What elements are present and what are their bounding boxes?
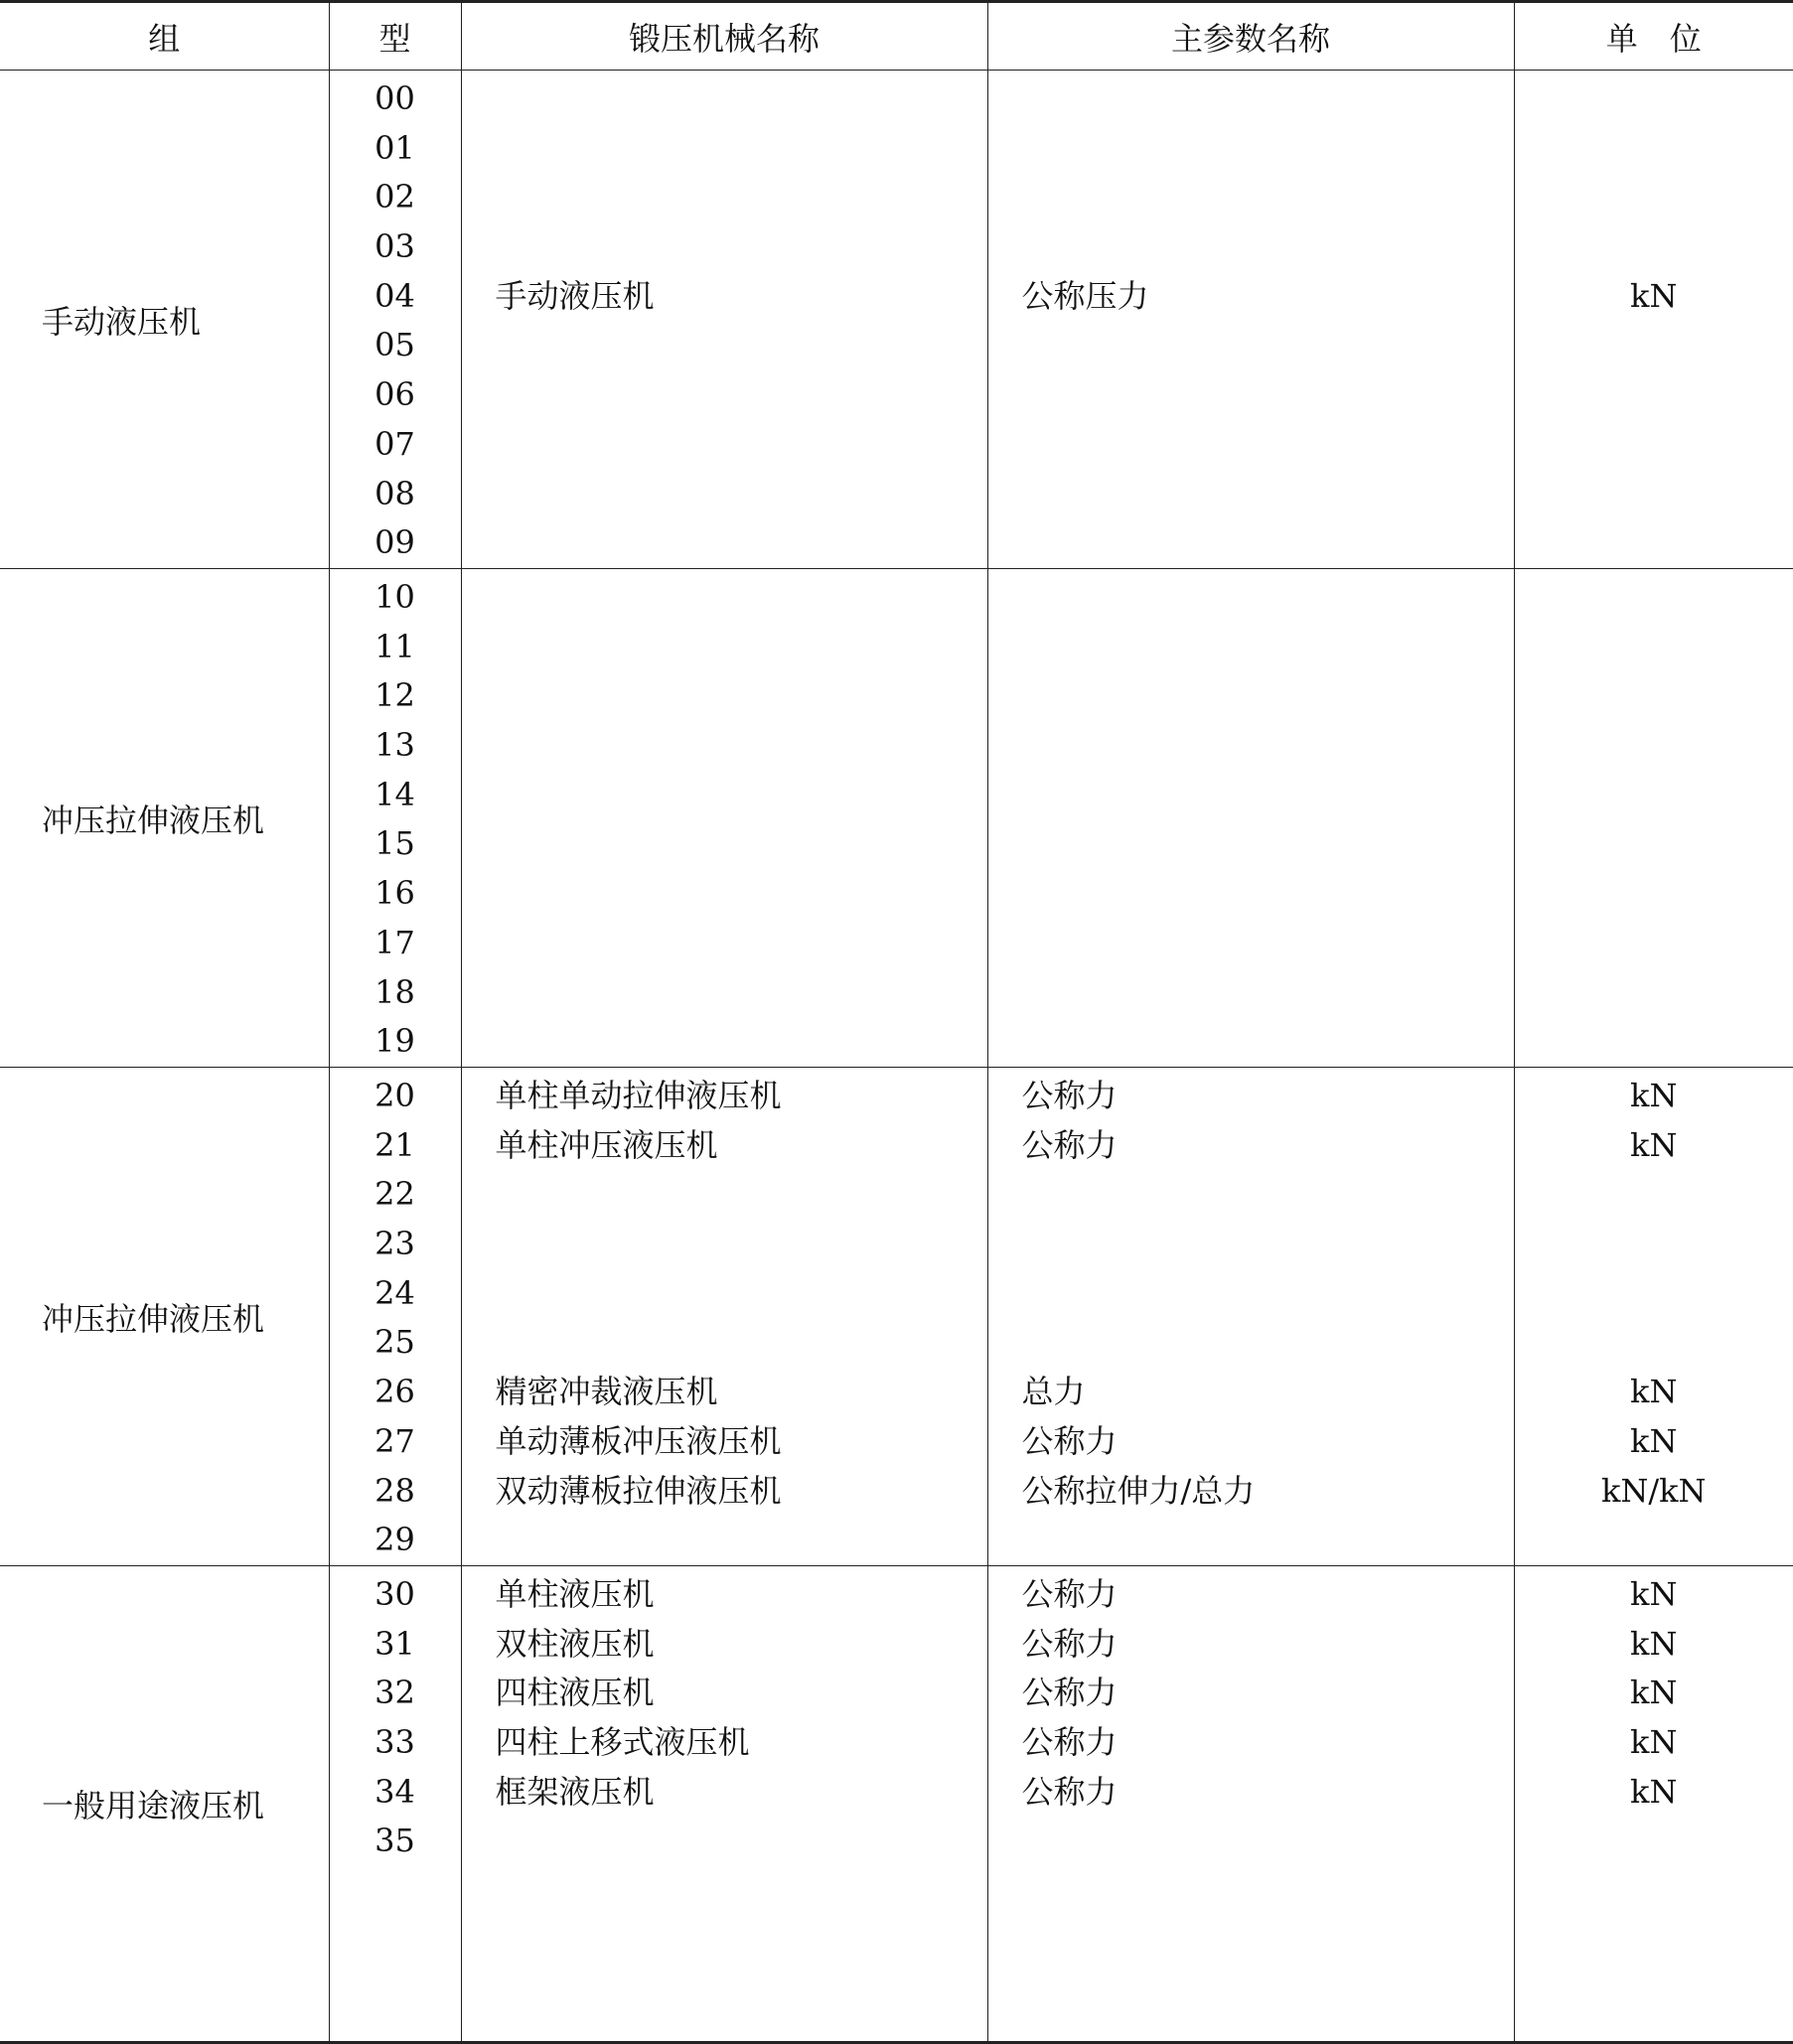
param-name [988, 321, 1514, 370]
unit: kN [1515, 1718, 1793, 1768]
machine-name [462, 74, 987, 124]
unit [1515, 1170, 1793, 1220]
type-code: 03 [330, 222, 461, 272]
unit-column [1514, 1566, 1793, 2043]
type-code: 29 [330, 1516, 461, 1565]
machine-name: 单柱冲压液压机 [462, 1121, 987, 1171]
unit [1515, 1817, 1793, 1866]
machine-name [462, 1269, 987, 1319]
machine-name [462, 623, 987, 672]
unit [1515, 222, 1793, 272]
param-name: 公称拉伸力/总力 [988, 1467, 1514, 1517]
table-header [0, 2, 1793, 71]
group-name: 手动液压机 [0, 71, 329, 569]
unit [1515, 370, 1793, 420]
type-code: 22 [330, 1170, 461, 1220]
param-name [988, 470, 1514, 519]
param-name [988, 370, 1514, 420]
machine-name [462, 173, 987, 222]
param-name [988, 1017, 1514, 1067]
table-row [0, 1566, 1793, 2043]
machine-name [462, 721, 987, 771]
param-name [988, 721, 1514, 771]
header-unit: 单 位 [1514, 2, 1793, 71]
type-code: 24 [330, 1269, 461, 1319]
type-code-column [329, 71, 461, 569]
type-code: 05 [330, 321, 461, 370]
param-name [988, 124, 1514, 174]
type-code: 30 [330, 1570, 461, 1620]
machine-name: 单柱单动拉伸液压机 [462, 1072, 987, 1121]
group-section [0, 569, 1793, 1068]
machine-name-column [461, 1068, 987, 1566]
machine-name: 四柱上移式液压机 [462, 1718, 987, 1768]
unit [1515, 721, 1793, 771]
header-type: 型 [329, 2, 461, 71]
param-name: 公称力 [988, 1072, 1514, 1121]
param-name [988, 173, 1514, 222]
type-code: 21 [330, 1121, 461, 1171]
param-name [988, 1817, 1514, 1866]
machine-name [462, 370, 987, 420]
unit: kN [1515, 1072, 1793, 1121]
type-code: 02 [330, 173, 461, 222]
unit-column [1514, 71, 1793, 569]
unit [1515, 869, 1793, 919]
param-name: 公称力 [988, 1669, 1514, 1718]
type-code: 00 [330, 74, 461, 124]
header-machine-name: 锻压机械名称 [461, 2, 987, 71]
unit [1515, 771, 1793, 820]
type-code: 19 [330, 1017, 461, 1067]
unit-column [1514, 1068, 1793, 1566]
param-name [988, 74, 1514, 124]
param-name [988, 1318, 1514, 1368]
param-name [988, 919, 1514, 968]
type-code: 09 [330, 518, 461, 568]
param-name: 公称力 [988, 1570, 1514, 1620]
param-name [988, 573, 1514, 623]
machine-name: 双柱液压机 [462, 1620, 987, 1670]
unit [1515, 420, 1793, 470]
machine-name [462, 671, 987, 721]
machine-name-column [461, 1566, 987, 2043]
unit [1515, 1269, 1793, 1319]
param-name [988, 1170, 1514, 1220]
machine-name [462, 222, 987, 272]
machine-name [462, 1220, 987, 1269]
param-name [988, 420, 1514, 470]
type-code: 23 [330, 1220, 461, 1269]
unit: kN [1515, 1368, 1793, 1417]
table-row [0, 569, 1793, 1068]
machine-name [462, 968, 987, 1018]
machine-name-column [461, 71, 987, 569]
type-code: 34 [330, 1768, 461, 1818]
type-code: 20 [330, 1072, 461, 1121]
machine-name [462, 819, 987, 869]
unit: kN [1515, 1620, 1793, 1670]
machine-name: 四柱液压机 [462, 1669, 987, 1718]
param-name [988, 968, 1514, 1018]
unit: kN [1515, 1768, 1793, 1818]
param-name: 公称力 [988, 1718, 1514, 1768]
group-section [0, 1566, 1793, 2043]
unit: kN/kN [1515, 1467, 1793, 1517]
unit [1515, 518, 1793, 568]
unit [1515, 1516, 1793, 1565]
param-name [988, 1220, 1514, 1269]
group-section [0, 71, 1793, 569]
param-name [988, 1269, 1514, 1319]
type-code: 18 [330, 968, 461, 1018]
type-code: 15 [330, 819, 461, 869]
machine-name: 框架液压机 [462, 1768, 987, 1818]
unit: kN [1515, 1669, 1793, 1718]
type-code: 32 [330, 1669, 461, 1718]
type-code: 11 [330, 623, 461, 672]
unit [1515, 919, 1793, 968]
unit-column [1514, 569, 1793, 1068]
machine-name [462, 771, 987, 820]
unit: kN [1515, 1570, 1793, 1620]
param-name-column [987, 71, 1514, 569]
group-name: 冲压拉伸液压机 [0, 569, 329, 1068]
group-name: 一般用途液压机 [0, 1566, 329, 2043]
param-name-column [987, 1068, 1514, 1566]
type-code: 01 [330, 124, 461, 174]
machine-name [462, 321, 987, 370]
type-code: 28 [330, 1467, 461, 1517]
unit: kN [1515, 1121, 1793, 1171]
machine-name [462, 470, 987, 519]
unit [1515, 671, 1793, 721]
type-code: 17 [330, 919, 461, 968]
machine-name [462, 124, 987, 174]
param-name [988, 771, 1514, 820]
unit [1515, 573, 1793, 623]
table-row [0, 1068, 1793, 1566]
param-name: 公称力 [988, 1417, 1514, 1467]
unit: kN [1515, 272, 1793, 322]
unit [1515, 1220, 1793, 1269]
group-name: 冲压拉伸液压机 [0, 1068, 329, 1566]
type-code: 16 [330, 869, 461, 919]
header-param-name: 主参数名称 [987, 2, 1514, 71]
param-name [988, 671, 1514, 721]
type-code: 25 [330, 1318, 461, 1368]
unit [1515, 74, 1793, 124]
type-code: 06 [330, 370, 461, 420]
type-code: 33 [330, 1718, 461, 1768]
param-name: 公称力 [988, 1768, 1514, 1818]
param-name: 公称压力 [988, 272, 1514, 322]
machine-name [462, 1516, 987, 1565]
unit [1515, 623, 1793, 672]
unit: kN [1515, 1417, 1793, 1467]
type-code: 12 [330, 671, 461, 721]
machine-name [462, 420, 987, 470]
param-name [988, 869, 1514, 919]
unit [1515, 968, 1793, 1018]
machine-name: 双动薄板拉伸液压机 [462, 1467, 987, 1517]
machine-name: 手动液压机 [462, 272, 987, 322]
unit [1515, 1318, 1793, 1368]
param-name: 总力 [988, 1368, 1514, 1417]
unit [1515, 1017, 1793, 1067]
machine-name [462, 518, 987, 568]
machine-name [462, 1017, 987, 1067]
unit [1515, 819, 1793, 869]
param-name [988, 819, 1514, 869]
unit [1515, 321, 1793, 370]
type-code-column [329, 569, 461, 1068]
param-name [988, 1516, 1514, 1565]
table-row [0, 71, 1793, 569]
machine-name-column [461, 569, 987, 1068]
type-code: 08 [330, 470, 461, 519]
type-code: 26 [330, 1368, 461, 1417]
param-name-column [987, 1566, 1514, 2043]
machine-name: 单动薄板冲压液压机 [462, 1417, 987, 1467]
param-name [988, 623, 1514, 672]
type-code: 27 [330, 1417, 461, 1467]
unit [1515, 124, 1793, 174]
type-code: 14 [330, 771, 461, 820]
type-code: 07 [330, 420, 461, 470]
machine-name [462, 1318, 987, 1368]
unit [1515, 470, 1793, 519]
type-code-column [329, 1068, 461, 1566]
machine-name [462, 869, 987, 919]
param-name: 公称力 [988, 1620, 1514, 1670]
type-code: 31 [330, 1620, 461, 1670]
param-name [988, 518, 1514, 568]
type-code: 04 [330, 272, 461, 322]
machine-name: 精密冲裁液压机 [462, 1368, 987, 1417]
type-code: 35 [330, 1817, 461, 1866]
machine-name [462, 919, 987, 968]
machine-name [462, 1170, 987, 1220]
unit [1515, 173, 1793, 222]
header-group: 组 [0, 2, 329, 71]
machine-name: 单柱液压机 [462, 1570, 987, 1620]
param-name [988, 222, 1514, 272]
type-code: 13 [330, 721, 461, 771]
type-code: 10 [330, 573, 461, 623]
group-section [0, 1068, 1793, 1566]
machine-name [462, 1817, 987, 1866]
type-code-column [329, 1566, 461, 2043]
param-name: 公称力 [988, 1121, 1514, 1171]
machine-name [462, 573, 987, 623]
param-name-column [987, 569, 1514, 1068]
